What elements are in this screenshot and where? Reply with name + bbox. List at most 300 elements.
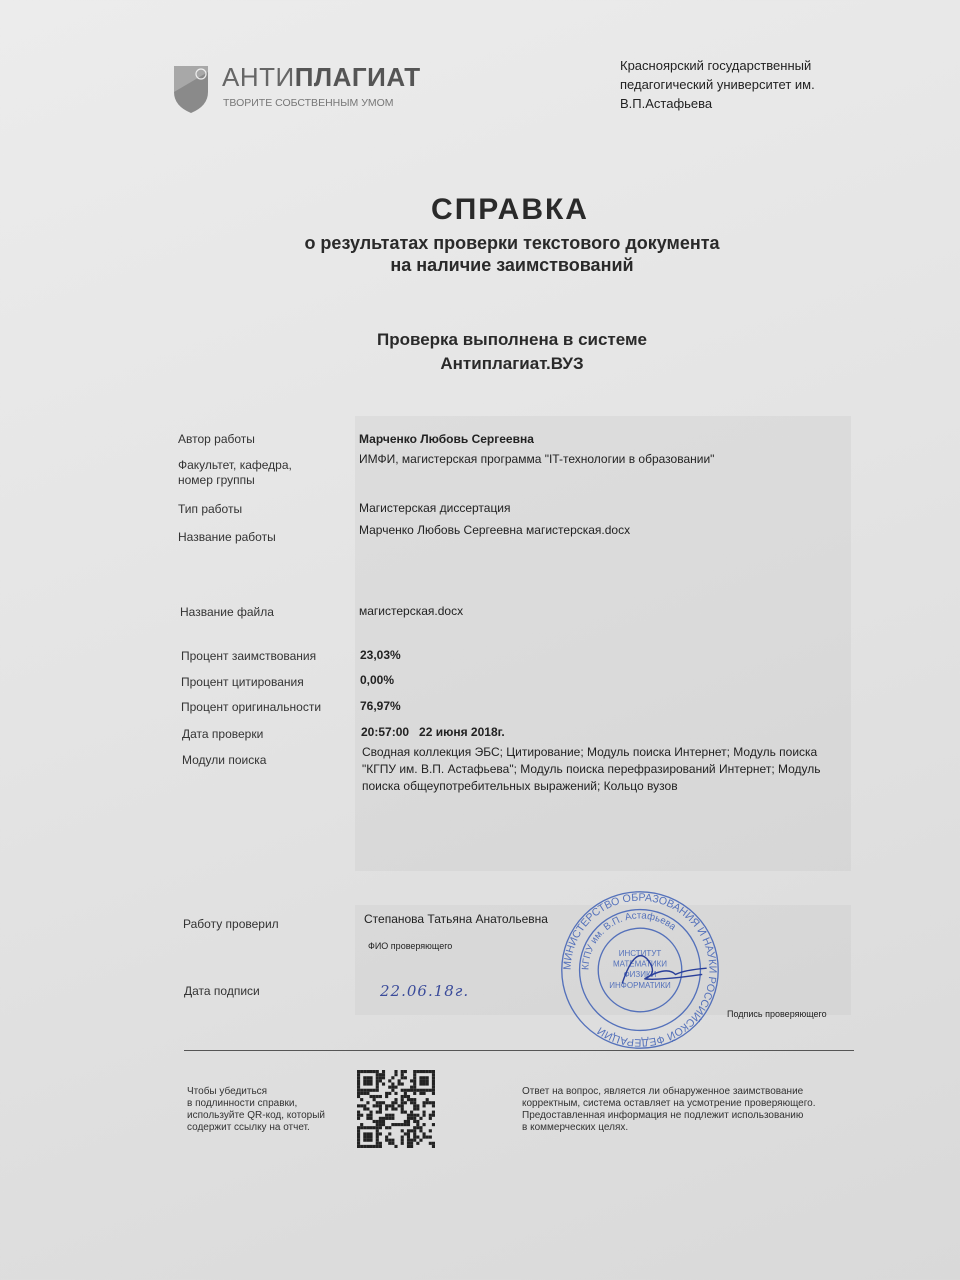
qr-module [404, 1089, 407, 1092]
qr-module [376, 1070, 379, 1073]
qr-module [401, 1123, 404, 1126]
qr-module [404, 1123, 407, 1126]
qr-module [416, 1142, 419, 1145]
qr-module [357, 1132, 360, 1135]
qr-module [410, 1139, 413, 1142]
qr-module [369, 1136, 372, 1139]
signature-caption: Подпись проверяющего [727, 1009, 827, 1019]
qr-module [388, 1142, 391, 1145]
qr-module [394, 1073, 397, 1076]
university-name: Красноярский государственный педагогический университет им. В.П.Астафьева [620, 58, 815, 111]
qr-module [379, 1076, 382, 1079]
qr-module [413, 1082, 416, 1085]
check-date-label: Дата проверки [182, 727, 264, 741]
qr-module [373, 1098, 376, 1101]
qr-module [413, 1092, 416, 1095]
qr-module [379, 1126, 382, 1129]
author-label: Автор работы [178, 432, 255, 446]
qr-module [376, 1139, 379, 1142]
qr-module [413, 1076, 416, 1079]
footer-divider [184, 1050, 854, 1051]
qr-module [429, 1089, 432, 1092]
qr-module [376, 1086, 379, 1089]
document-title: СПРАВКА [431, 193, 589, 226]
qr-module [423, 1101, 426, 1104]
qr-module [379, 1132, 382, 1135]
qr-module [419, 1079, 422, 1082]
qr-module [404, 1101, 407, 1104]
qr-module [398, 1079, 401, 1082]
qr-module [363, 1145, 366, 1148]
qr-module [394, 1107, 397, 1110]
qr-module [366, 1145, 369, 1148]
qr-module [379, 1111, 382, 1114]
qr-module [413, 1114, 416, 1117]
qr-module [376, 1111, 379, 1114]
qr-module [373, 1089, 376, 1092]
qr-module [419, 1076, 422, 1079]
qr-module [423, 1111, 426, 1114]
qr-module [404, 1076, 407, 1079]
qr-module [360, 1098, 363, 1101]
qr-module [363, 1092, 366, 1095]
faculty-label-line-2: номер группы [178, 473, 255, 487]
qr-module [382, 1082, 385, 1085]
qr-module [413, 1107, 416, 1110]
qr-module [369, 1145, 372, 1148]
qr-module [419, 1129, 422, 1132]
logo-title-bold: ПЛАГИАТ [294, 62, 421, 92]
qr-module [426, 1082, 429, 1085]
qr-module [394, 1098, 397, 1101]
qr-module [432, 1089, 435, 1092]
qr-module [416, 1136, 419, 1139]
qr-module [423, 1079, 426, 1082]
qr-module [429, 1070, 432, 1073]
qr-module [429, 1129, 432, 1132]
qr-module [360, 1070, 363, 1073]
qr-module [432, 1086, 435, 1089]
qr-module [366, 1126, 369, 1129]
qr-module [360, 1145, 363, 1148]
qr-module [426, 1079, 429, 1082]
qr-module [385, 1107, 388, 1110]
qr-module [391, 1104, 394, 1107]
qr-module [369, 1132, 372, 1135]
qr-module [388, 1132, 391, 1135]
qr-module [432, 1142, 435, 1145]
logo-tagline: ТВОРИТЕ СОБСТВЕННЫМ УМОМ [223, 97, 394, 109]
qr-module [360, 1092, 363, 1095]
qr-module [379, 1145, 382, 1148]
qr-module [407, 1142, 410, 1145]
checked-by-label: Работу проверил [183, 917, 279, 931]
qr-module [388, 1139, 391, 1142]
qr-module [391, 1123, 394, 1126]
qr-module [366, 1079, 369, 1082]
citation-value: 0,00% [360, 673, 395, 687]
qr-module [376, 1076, 379, 1079]
qr-module [413, 1126, 416, 1129]
qr-module [407, 1117, 410, 1120]
qr-module [416, 1070, 419, 1073]
qr-module [391, 1076, 394, 1079]
qr-module [369, 1070, 372, 1073]
qr-module [376, 1073, 379, 1076]
qr-module [357, 1079, 360, 1082]
qr-module [404, 1120, 407, 1123]
qr-module [363, 1136, 366, 1139]
qr-module [363, 1082, 366, 1085]
qr-module [416, 1089, 419, 1092]
qr-module [379, 1117, 382, 1120]
qr-module [357, 1111, 360, 1114]
qr-module [432, 1104, 435, 1107]
qr-module [423, 1082, 426, 1085]
qr-module [366, 1139, 369, 1142]
qr-module [388, 1117, 391, 1120]
qr-module [413, 1139, 416, 1142]
qr-module [385, 1136, 388, 1139]
qr-module [401, 1101, 404, 1104]
qr-module [407, 1132, 410, 1135]
qr-module [407, 1129, 410, 1132]
qr-module [379, 1123, 382, 1126]
qr-module [376, 1082, 379, 1085]
qr-module [416, 1114, 419, 1117]
qr-module [419, 1117, 422, 1120]
qr-module [432, 1145, 435, 1148]
originality-value: 76,97% [360, 699, 401, 713]
qr-module [385, 1104, 388, 1107]
qr-module [410, 1142, 413, 1145]
qr-module [401, 1129, 404, 1132]
handwritten-date: 22.06.18г. [380, 982, 470, 1000]
qr-module [410, 1145, 413, 1148]
qr-note-line: используйте QR-код, который [187, 1110, 325, 1121]
qr-module [426, 1098, 429, 1101]
qr-module [376, 1145, 379, 1148]
qr-module [382, 1073, 385, 1076]
qr-module [357, 1082, 360, 1085]
qr-module [432, 1076, 435, 1079]
qr-module [413, 1136, 416, 1139]
qr-module [404, 1132, 407, 1135]
qr-module [357, 1114, 360, 1117]
qr-module [382, 1076, 385, 1079]
qr-module [401, 1139, 404, 1142]
borrowing-value: 23,03% [360, 648, 401, 662]
system-caption [0, 328, 960, 376]
qr-module [379, 1101, 382, 1104]
qr-module [385, 1114, 388, 1117]
qr-module [407, 1139, 410, 1142]
qr-module [404, 1070, 407, 1073]
qr-module [401, 1107, 404, 1110]
qr-module [363, 1132, 366, 1135]
qr-module [366, 1076, 369, 1079]
qr-note-line: в подлинности справки, [187, 1098, 298, 1109]
qr-module [426, 1070, 429, 1073]
qr-module [432, 1092, 435, 1095]
originality-label: Процент оригинальности [181, 700, 322, 714]
qr-module [429, 1101, 432, 1104]
qr-module [376, 1079, 379, 1082]
qr-module [357, 1092, 360, 1095]
qr-module [410, 1079, 413, 1082]
qr-module [401, 1111, 404, 1114]
qr-module [391, 1082, 394, 1085]
qr-module [410, 1086, 413, 1089]
qr-module [366, 1082, 369, 1085]
qr-module [363, 1076, 366, 1079]
stamp-middle-text: КГПУ им. В.П. Астафьева [580, 910, 678, 971]
qr-module [416, 1123, 419, 1126]
qr-module [369, 1126, 372, 1129]
qr-module [401, 1136, 404, 1139]
work-type-value: Магистерская диссертация [359, 501, 511, 515]
qr-module [391, 1086, 394, 1089]
stamp-center-line-2: МАТЕМАТИКИ [612, 959, 668, 969]
qr-module [366, 1070, 369, 1073]
qr-module [419, 1070, 422, 1073]
qr-module [413, 1098, 416, 1101]
qr-module [382, 1120, 385, 1123]
qr-module [379, 1073, 382, 1076]
qr-module [407, 1123, 410, 1126]
qr-module [419, 1089, 422, 1092]
qr-module [369, 1117, 372, 1120]
qr-module [413, 1101, 416, 1104]
qr-module [423, 1114, 426, 1117]
qr-module [363, 1079, 366, 1082]
qr-module [407, 1136, 410, 1139]
qr-module [416, 1107, 419, 1110]
qr-module [404, 1111, 407, 1114]
qr-module [357, 1073, 360, 1076]
qr-module [363, 1104, 366, 1107]
qr-module [385, 1095, 388, 1098]
qr-module [426, 1076, 429, 1079]
qr-module [379, 1095, 382, 1098]
qr-note-line: Чтобы убедиться [187, 1086, 268, 1097]
qr-module [376, 1120, 379, 1123]
qr-module [366, 1092, 369, 1095]
qr-module [394, 1123, 397, 1126]
qr-module [391, 1142, 394, 1145]
qr-module [410, 1117, 413, 1120]
disclaimer-line: Предоставленная информация не подлежит использованию [522, 1110, 804, 1121]
system-line-2: Антиплагиат.ВУЗ [440, 354, 584, 373]
qr-module [363, 1126, 366, 1129]
qr-module [407, 1145, 410, 1148]
qr-module [366, 1107, 369, 1110]
qr-module [360, 1123, 363, 1126]
qr-module [423, 1123, 426, 1126]
qr-module [394, 1070, 397, 1073]
qr-module [360, 1089, 363, 1092]
qr-module [391, 1114, 394, 1117]
qr-module [357, 1076, 360, 1079]
qr-module [373, 1145, 376, 1148]
qr-module [369, 1114, 372, 1117]
qr-module [416, 1126, 419, 1129]
qr-module [357, 1070, 360, 1073]
qr-module [398, 1104, 401, 1107]
disclaimer [522, 1086, 816, 1134]
qr-module [413, 1070, 416, 1073]
disclaimer-line: в коммерческих целях. [522, 1122, 629, 1133]
qr-module [366, 1114, 369, 1117]
qr-module [385, 1126, 388, 1129]
qr-module [391, 1117, 394, 1120]
qr-module [376, 1095, 379, 1098]
qr-module [366, 1117, 369, 1120]
qr-module [401, 1076, 404, 1079]
qr-module [363, 1139, 366, 1142]
qr-module [429, 1114, 432, 1117]
qr-module [373, 1120, 376, 1123]
qr-module [391, 1101, 394, 1104]
qr-module [385, 1139, 388, 1142]
qr-module [394, 1101, 397, 1104]
qr-module [423, 1070, 426, 1073]
values-background [355, 416, 851, 871]
qr-module [360, 1126, 363, 1129]
qr-note-line: содержит ссылку на отчет. [187, 1122, 310, 1133]
qr-module [363, 1070, 366, 1073]
qr-module [357, 1104, 360, 1107]
qr-module [379, 1107, 382, 1110]
qr-module [394, 1086, 397, 1089]
qr-module [376, 1126, 379, 1129]
qr-module [398, 1082, 401, 1085]
stamp-center-line-3: ФИЗИКИ [623, 970, 657, 980]
qr-module [401, 1082, 404, 1085]
official-stamp [560, 890, 720, 1050]
disclaimer-line: Ответ на вопрос, является ли обнаруженное заимствование [522, 1086, 804, 1097]
qr-module [369, 1139, 372, 1142]
citation-label: Процент цитирования [181, 675, 304, 689]
qr-module [388, 1092, 391, 1095]
document-subtitle [0, 232, 960, 276]
qr-module [416, 1120, 419, 1123]
qr-module [407, 1098, 410, 1101]
qr-module [429, 1117, 432, 1120]
modules-label: Модули поиска [182, 753, 267, 767]
qr-module [432, 1079, 435, 1082]
qr-module [432, 1114, 435, 1117]
qr-module [385, 1117, 388, 1120]
check-date-value: 20:57:00 22 июня 2018г. [361, 725, 505, 739]
qr-module [376, 1123, 379, 1126]
logo-title [222, 62, 421, 92]
qr-module [429, 1136, 432, 1139]
qr-module [369, 1082, 372, 1085]
qr-module [410, 1098, 413, 1101]
qr-module [360, 1104, 363, 1107]
qr-module [413, 1129, 416, 1132]
qr-module [366, 1132, 369, 1135]
qr-module [373, 1126, 376, 1129]
qr-module [423, 1132, 426, 1135]
disclaimer-line: корректным, система оставляет на усмотрение проверяющего. [522, 1098, 816, 1109]
qr-module [419, 1126, 422, 1129]
qr-module [376, 1089, 379, 1092]
faculty-value: ИМФИ, магистерская программа "IT-технологии в образовании" [359, 452, 715, 466]
qr-module [388, 1104, 391, 1107]
author-value: Марченко Любовь Сергеевна [359, 432, 534, 446]
qr-module [423, 1104, 426, 1107]
qr-module [419, 1082, 422, 1085]
qr-module [432, 1111, 435, 1114]
stamp-center-line-4: ИНФОРМАТИКИ [609, 980, 671, 990]
qr-module [432, 1123, 435, 1126]
qr-module [423, 1092, 426, 1095]
qr-module [379, 1104, 382, 1107]
qr-module [432, 1101, 435, 1104]
qr-module [407, 1120, 410, 1123]
qr-module [385, 1092, 388, 1095]
system-line-1: Проверка выполнена в системе [376, 330, 648, 349]
qr-module [373, 1070, 376, 1073]
qr-module [398, 1123, 401, 1126]
qr-module [376, 1101, 379, 1104]
qr-module [413, 1073, 416, 1076]
qr-module [401, 1073, 404, 1076]
work-name-value: Марченко Любовь Сергеевна магистерская.docx [359, 523, 631, 537]
borrowing-label: Процент заимствования [181, 649, 317, 663]
qr-module [379, 1120, 382, 1123]
logo-title-light: АНТИ [222, 62, 295, 92]
qr-module [357, 1089, 360, 1092]
qr-module [410, 1129, 413, 1132]
qr-module [413, 1086, 416, 1089]
qr-module [404, 1095, 407, 1098]
qr-module [373, 1104, 376, 1107]
qr-module [423, 1089, 426, 1092]
qr-module [379, 1142, 382, 1145]
qr-module [394, 1145, 397, 1148]
qr-module [382, 1117, 385, 1120]
qr-module [413, 1117, 416, 1120]
subtitle-line-1: о результатах проверки текстового документа [304, 233, 720, 253]
qr-module [357, 1136, 360, 1139]
qr-module [363, 1107, 366, 1110]
qr-module [376, 1142, 379, 1145]
qr-module [401, 1104, 404, 1107]
qr-module [429, 1142, 432, 1145]
subtitle-line-2: на наличие заимствований [390, 255, 634, 275]
work-type-label: Тип работы [178, 502, 243, 516]
qr-module [426, 1089, 429, 1092]
qr-module [357, 1139, 360, 1142]
qr-module [376, 1136, 379, 1139]
qr-module [376, 1132, 379, 1135]
qr-module [432, 1070, 435, 1073]
qr-module [382, 1123, 385, 1126]
qr-module [373, 1095, 376, 1098]
qr-module [413, 1120, 416, 1123]
qr-code[interactable] [357, 1070, 435, 1148]
qr-module [369, 1111, 372, 1114]
qr-module [388, 1086, 391, 1089]
stamp-outer-text: МИНИСТЕРСТВО ОБРАЗОВАНИЯ И НАУКИ РОССИЙСКОЙ ФЕДЕРАЦИИ [561, 891, 719, 1049]
qr-note [187, 1086, 325, 1134]
qr-module [391, 1139, 394, 1142]
qr-module [369, 1089, 372, 1092]
qr-module [360, 1114, 363, 1117]
